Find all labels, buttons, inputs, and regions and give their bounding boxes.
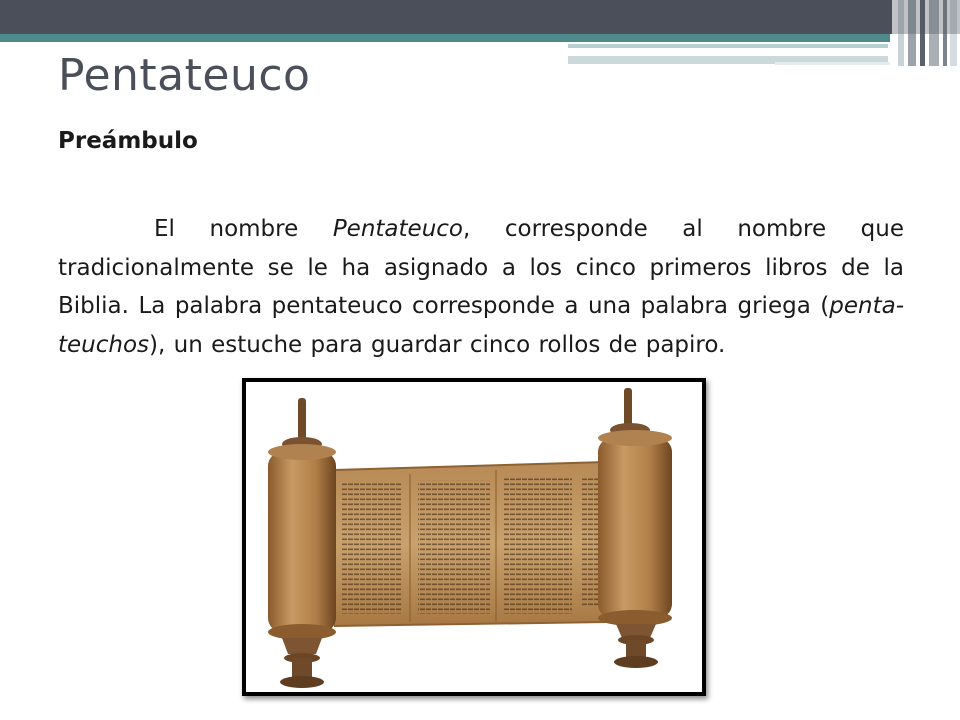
top-banner	[0, 0, 960, 34]
paragraph-text: ), un estuche para guardar cinco rollos de papiro.	[149, 331, 726, 358]
paragraph-italic-term: penta-teuchos	[58, 293, 904, 358]
scroll-image-frame	[242, 378, 706, 696]
accent-line-light	[775, 62, 890, 65]
corner-decoration	[892, 0, 960, 66]
paragraph-italic-term: Pentateuco	[332, 216, 463, 242]
slide-subtitle: Preámbulo	[58, 128, 198, 154]
accent-line-light	[568, 44, 888, 48]
torah-scroll-photo-icon	[246, 382, 702, 692]
accent-line-teal	[0, 34, 890, 42]
body-paragraph	[58, 210, 904, 364]
paragraph-text: El nombre	[154, 216, 333, 242]
paragraph-text: , corresponde al nombre que tradicionalmente se le ha asignado a los cinco primeros libros de la Biblia. La palabra pentateuco corresponde a una palabra griega (	[58, 216, 904, 319]
slide-title: Pentateuco	[58, 50, 311, 101]
torah-scroll-illustration	[246, 382, 702, 692]
